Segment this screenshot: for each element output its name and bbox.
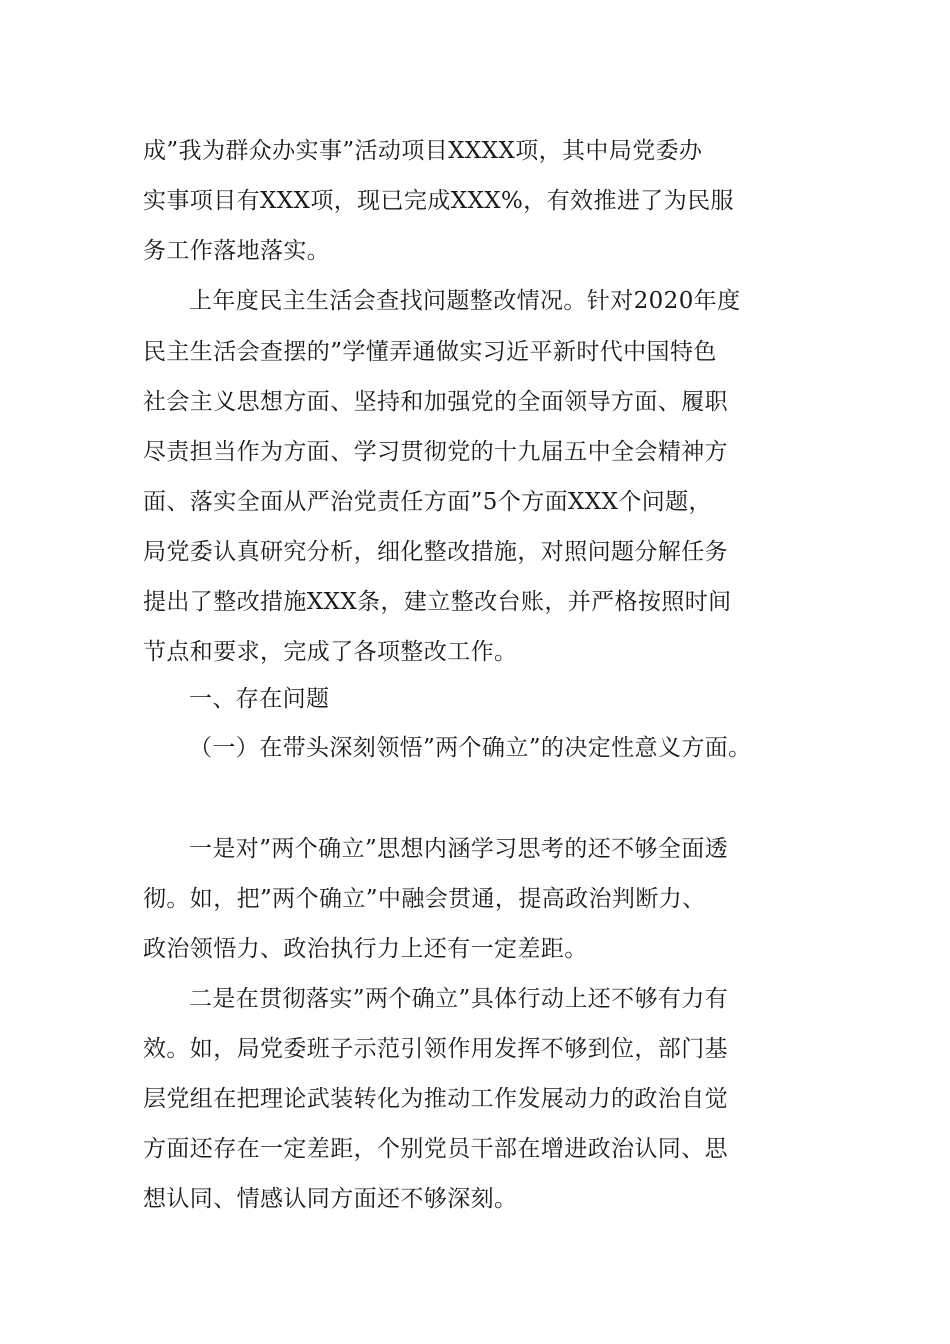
paragraph-line: 节点和要求，完成了各项整改工作。 <box>143 639 518 665</box>
paragraph-line: 一是对”两个确立”思想内涵学习思考的还不够全面透 <box>189 836 729 862</box>
paragraph-line: 实事项目有XXX项，现已完成XXX%，有效推进了为民服 <box>143 188 734 214</box>
paragraph-line: 二是在贯彻落实”两个确立”具体行动上还不够有力有 <box>189 986 729 1012</box>
paragraph-line: 政治领悟力、政治执行力上还有一定差距。 <box>143 936 588 962</box>
paragraph-line: 务工作落地落实。 <box>143 238 331 264</box>
paragraph-line: 成”我为群众办实事”活动项目XXXX项，其中局党委办 <box>143 138 703 164</box>
section-heading: 一、存在问题 <box>189 686 330 712</box>
paragraph-line: 彻。如，把”两个确立”中融会贯通，提高政治判断力、 <box>143 886 706 912</box>
paragraph-line: 面、落实全面从严治党责任方面”5个方面XXX个问题， <box>143 489 712 515</box>
paragraph-line: 尽责担当作为方面、学习贯彻党的十九届五中全会精神方 <box>143 439 728 465</box>
paragraph-line: 方面还存在一定差距，个别党员干部在增进政治认同、思 <box>143 1136 728 1162</box>
paragraph-line: 想认同、情感认同方面还不够深刻。 <box>143 1186 518 1212</box>
paragraph-line: 局党委认真研究分析，细化整改措施，对照问题分解任务 <box>143 539 728 565</box>
paragraph-line: 提出了整改措施XXX条，建立整改台账，并严格按照时间 <box>143 589 732 615</box>
subsection-heading: （一）在带头深刻领悟”两个确立”的决定性意义方面。 <box>189 735 752 761</box>
paragraph-line: 效。如，局党委班子示范引领作用发挥不够到位，部门基 <box>143 1036 728 1062</box>
paragraph-line: 上年度民主生活会查找问题整改情况。针对2020年度 <box>189 288 741 314</box>
paragraph-line: 社会主义思想方面、坚持和加强党的全面领导方面、履职 <box>143 389 728 415</box>
paragraph-line: 民主生活会查摆的”学懂弄通做实习近平新时代中国特色 <box>143 339 717 365</box>
paragraph-line: 层党组在把理论武装转化为推动工作发展动力的政治自觉 <box>143 1086 728 1112</box>
